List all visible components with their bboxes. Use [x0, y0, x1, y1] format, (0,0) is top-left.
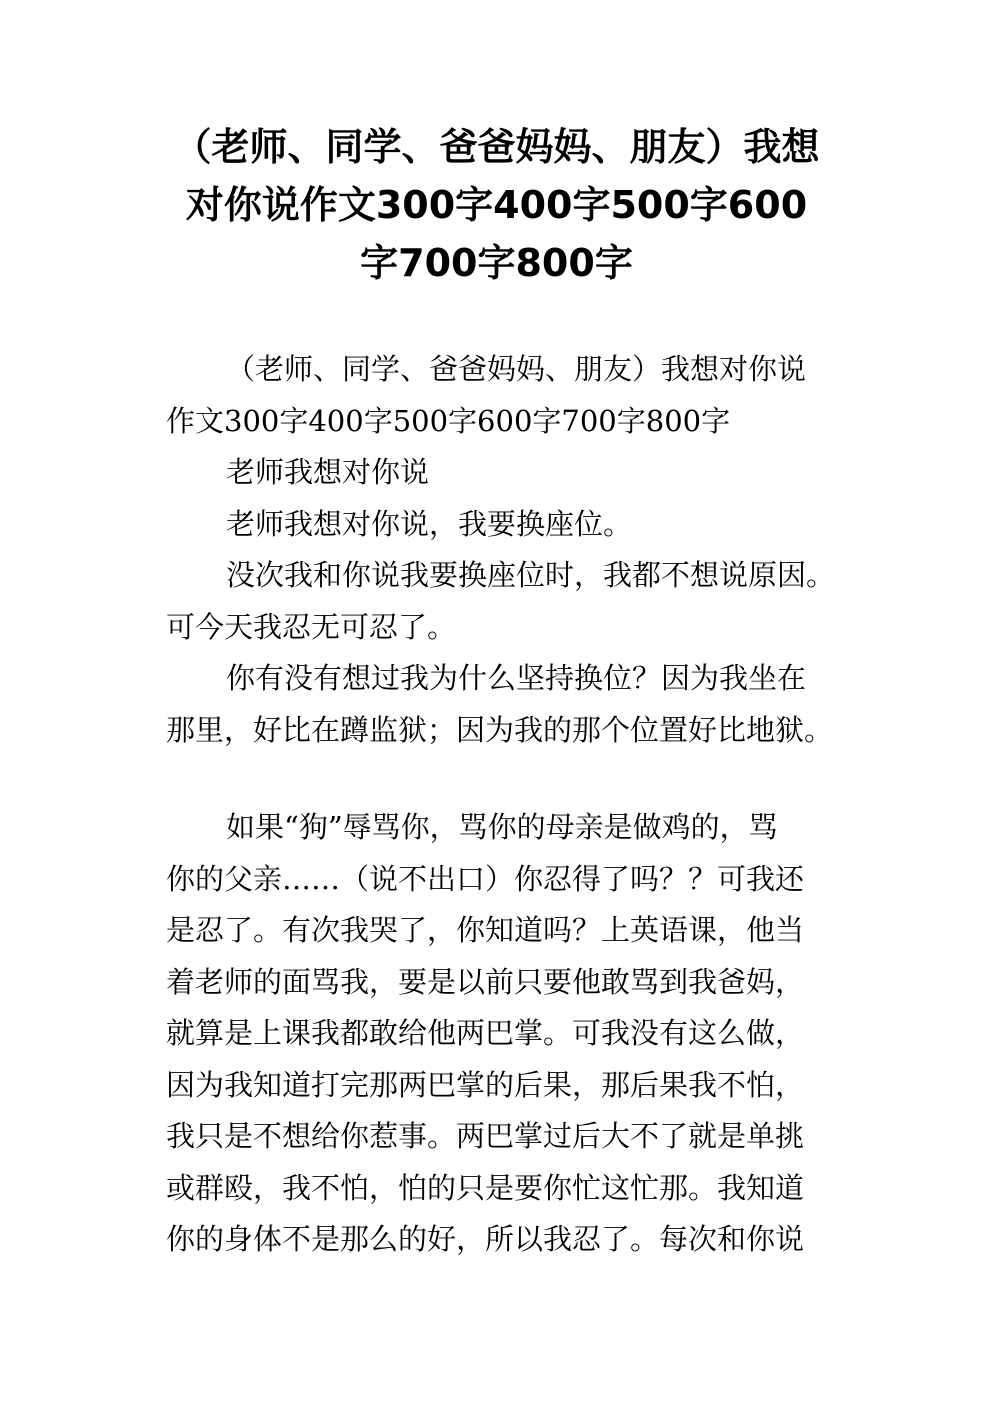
- document-title: [140, 118, 853, 292]
- text-line: 你的身体不是那么的好，所以我忍了。每次和你说: [166, 1222, 805, 1256]
- text-line: 着老师的面骂我，要是以前只要他敢骂到我爸妈，: [166, 964, 805, 999]
- text-line: 你有没有想过我为什么坚持换位？因为我坐在: [226, 661, 807, 695]
- text-line: 因为我知道打完那两巴掌的后果，那后果我不怕，: [166, 1067, 805, 1102]
- text-line: 是忍了。有次我哭了，你知道吗？上英语课，他当: [166, 913, 805, 947]
- text-line: 作文300字400字500字600字700字800字: [166, 403, 731, 438]
- paragraph: [166, 550, 846, 653]
- title-line: 字700字800字: [360, 241, 633, 285]
- text-line: 或群殴，我不怕，怕的只是要你忙这忙那。我知道: [166, 1170, 805, 1205]
- text-line: 没次我和你说我要换座位时，我都不想说原因。: [226, 558, 836, 592]
- paragraph: [166, 499, 846, 551]
- text-line: （老师、同学、爸爸妈妈、朋友）我想对你说: [226, 352, 807, 386]
- text-line: 如果“狗”辱骂你，骂你的母亲是做鸡的，骂: [226, 810, 778, 844]
- paragraph: [166, 802, 846, 1266]
- text-line: 老师我想对你说，我要换座位。: [226, 506, 633, 541]
- text-line: 那里，好比在蹲监狱；因为我的那个位置好比地狱。: [166, 712, 834, 747]
- paragraph-spacer: [166, 756, 846, 802]
- document-body: [166, 344, 846, 1266]
- text-line: 就算是上课我都敢给他两巴掌。可我没有这么做，: [166, 1016, 805, 1050]
- title-line: （老师、同学、爸爸妈妈、朋友）我想: [173, 125, 820, 169]
- text-line: 老师我想对你说: [226, 455, 430, 489]
- title-line: 对你说作文300字400字500字600: [185, 183, 808, 227]
- text-line: 你的父亲……（说不出口）你忍得了吗？？可我还: [166, 861, 805, 896]
- text-line: 可今天我忍无可忍了。: [166, 609, 457, 644]
- text-line: 我只是不想给你惹事。两巴掌过后大不了就是单挑: [166, 1119, 805, 1153]
- paragraph: [166, 447, 846, 499]
- paragraph: [166, 344, 846, 447]
- paragraph: [166, 653, 846, 756]
